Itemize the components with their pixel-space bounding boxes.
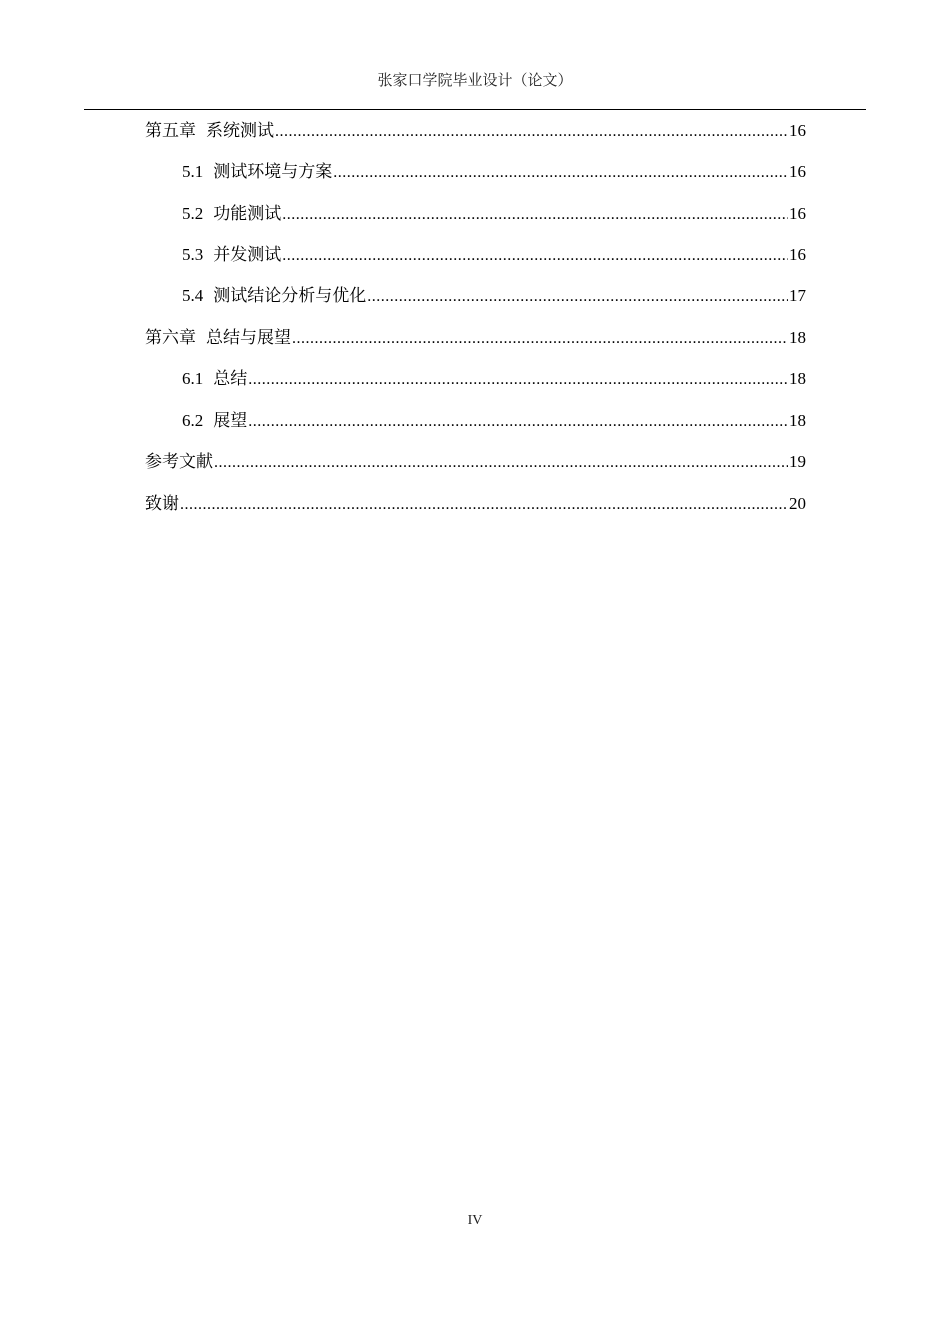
toc-entry-5-4[interactable] bbox=[182, 284, 806, 308]
toc-entry-page: 19 bbox=[789, 452, 806, 471]
toc-entry-page: 17 bbox=[789, 286, 806, 305]
toc-entry-5-2[interactable] bbox=[182, 202, 806, 226]
toc-leader bbox=[292, 327, 788, 351]
toc-entry-5-1[interactable] bbox=[182, 160, 806, 184]
toc-leader bbox=[248, 368, 788, 392]
toc-entry-number: 6.2 bbox=[182, 411, 204, 430]
toc-entry-number: 5.4 bbox=[182, 286, 204, 305]
toc-entry-chapter-6[interactable] bbox=[145, 326, 806, 350]
toc-leader bbox=[248, 410, 788, 434]
toc-entry-title: 第五章 系统测试 bbox=[145, 121, 274, 141]
toc-entry-references[interactable] bbox=[145, 450, 806, 474]
toc-entry-page: 16 bbox=[789, 162, 806, 181]
toc-entry-page: 16 bbox=[789, 204, 806, 223]
toc-entry-page: 18 bbox=[789, 328, 806, 347]
toc-entry-title: 测试环境与方案 bbox=[213, 162, 333, 182]
page-header bbox=[0, 70, 950, 90]
page-footer bbox=[0, 1212, 950, 1230]
toc-entry-number: 5.3 bbox=[182, 245, 204, 264]
toc-entry-title: 并发测试 bbox=[213, 245, 282, 265]
toc-leader bbox=[282, 244, 788, 268]
header-rule bbox=[84, 109, 866, 110]
toc-entry-page: 16 bbox=[789, 245, 806, 264]
toc-entry-number: 6.1 bbox=[182, 369, 204, 388]
toc-leader bbox=[180, 493, 788, 517]
page-number: IV bbox=[467, 1213, 483, 1228]
toc-entry-6-2[interactable] bbox=[182, 409, 806, 433]
toc-entry-page: 16 bbox=[789, 121, 806, 140]
toc-entry-6-1[interactable] bbox=[182, 367, 806, 391]
toc-leader bbox=[282, 203, 788, 227]
toc-entry-title: 总结 bbox=[213, 369, 248, 389]
header-title: 张家口学院毕业设计（论文） bbox=[377, 71, 573, 89]
toc-leader bbox=[214, 451, 788, 475]
toc-entry-title: 致谢 bbox=[145, 494, 179, 514]
toc-entry-number: 5.2 bbox=[182, 204, 204, 223]
toc-entry-acknowledgements[interactable] bbox=[145, 492, 806, 516]
toc-entry-title: 测试结论分析与优化 bbox=[213, 286, 367, 306]
toc-leader bbox=[367, 285, 788, 309]
toc-leader bbox=[275, 120, 788, 144]
toc-leader bbox=[333, 161, 788, 185]
toc-entry-title: 功能测试 bbox=[213, 204, 282, 224]
toc-entry-title: 第六章 总结与展望 bbox=[145, 328, 291, 348]
toc-entry-page: 18 bbox=[789, 369, 806, 388]
toc-entry-number: 5.1 bbox=[182, 162, 204, 181]
toc-entry-page: 18 bbox=[789, 411, 806, 430]
toc-entry-chapter-5[interactable] bbox=[145, 119, 806, 143]
toc-entry-5-3[interactable] bbox=[182, 243, 806, 267]
toc-entry-title: 展望 bbox=[213, 411, 248, 431]
toc-entry-page: 20 bbox=[789, 494, 806, 513]
toc-entry-title: 参考文献 bbox=[145, 452, 213, 472]
